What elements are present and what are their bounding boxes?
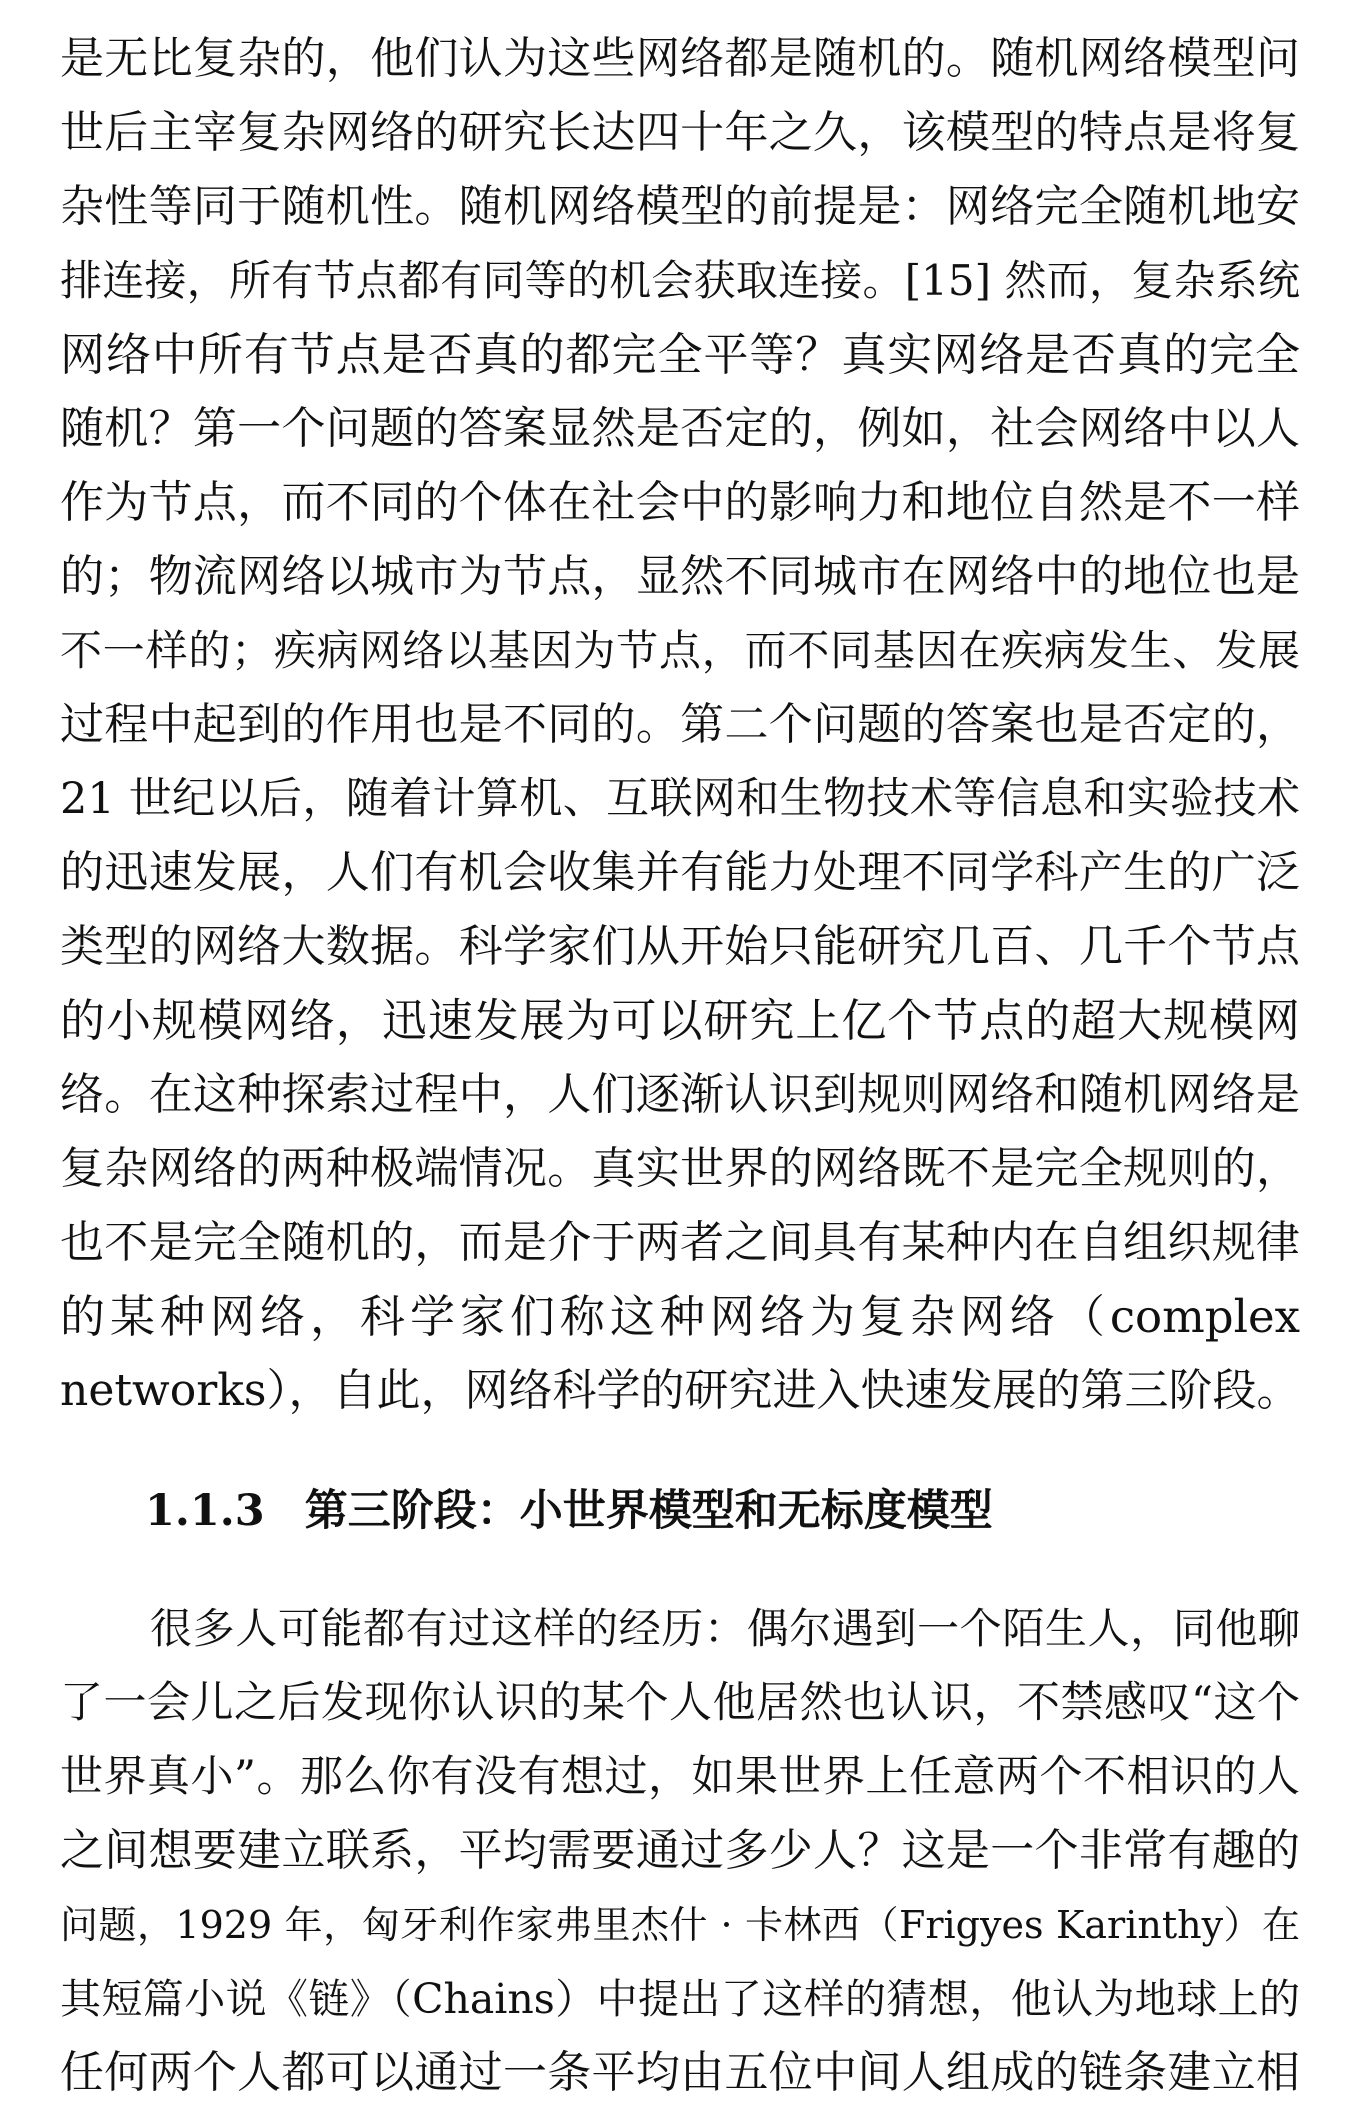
paragraph1-line: 杂性等同于随机性。随机网络模型的前提是：网络完全随机地安 <box>60 181 1300 232</box>
paragraph1-line: 的迅速发展，人们有机会收集并有能力处理不同学科产生的广泛 <box>60 847 1300 898</box>
paragraph2-line: 世界真小”。那么你有没有想过，如果世界上任意两个不相识的人 <box>60 1752 1300 1802</box>
section-title: 第三阶段：小世界模型和无标度模型 <box>304 1486 993 1536</box>
paragraph2-line: 之间想要建立联系，平均需要通过多少人？这是一个非常有趣的 <box>60 1825 1300 1876</box>
paragraph1-line: 是无比复杂的，他们认为这些网络都是随机的。随机网络模型问 <box>60 33 1300 84</box>
paragraph1-line: 络。在这种探索过程中，人们逐渐认识到规则网络和随机网络是 <box>60 1069 1300 1120</box>
paragraph2-line: 问题，1929 年，匈牙利作家弗里杰什 · 卡林西（Frigyes Karinthy）在 <box>60 1903 1300 1947</box>
paragraph1-line: 作为节点，而不同的个体在社会中的影响力和地位自然是不一样 <box>60 477 1300 528</box>
paragraph2-line: 任何两个人都可以通过一条平均由五位中间人组成的链条建立相 <box>60 2047 1300 2098</box>
paragraph1-line: 也不是完全随机的，而是介于两者之间具有某种内在自组织规律 <box>60 1217 1300 1268</box>
paragraph1-line: 类型的网络大数据。科学家们从开始只能研究几百、几千个节点 <box>60 921 1300 972</box>
paragraph2-line: 其短篇小说《链》（Chains）中提出了这样的猜想，他认为地球上的 <box>60 1975 1300 2023</box>
paragraph1-line: networks），自此，网络科学的研究进入快速发展的第三阶段。 <box>60 1365 1301 1416</box>
paragraph1-line: 随机？第一个问题的答案显然是否定的，例如，社会网络中以人 <box>60 403 1300 454</box>
paragraph1-line: 21 世纪以后，随着计算机、互联网和生物技术等信息和实验技术 <box>60 774 1300 824</box>
paragraph1-line: 的；物流网络以城市为节点，显然不同城市在网络中的地位也是 <box>60 551 1300 602</box>
paragraph1-line: 不一样的；疾病网络以基因为节点，而不同基因在疾病发生、发展 <box>60 626 1300 675</box>
paragraph1-line: 排连接，所有节点都有同等的机会获取连接。[15] 然而，复杂系统 <box>60 256 1300 305</box>
paragraph1-line: 复杂网络的两种极端情况。真实世界的网络既不是完全规则的， <box>60 1143 1300 1194</box>
paragraph1-line: 世后主宰复杂网络的研究长达四十年之久，该模型的特点是将复 <box>60 107 1300 158</box>
paragraph1-line: 过程中起到的作用也是不同的。第二个问题的答案也是否定的， <box>60 699 1300 750</box>
paragraph2-line: 了一会儿之后发现你认识的某个人他居然也认识，不禁感叹“这个 <box>60 1678 1300 1728</box>
paragraph1-line: 的某种网络，科学家们称这种网络为复杂网络（complex <box>60 1290 1300 1343</box>
section-heading <box>145 1474 993 1548</box>
section-number: 1.1.3 <box>145 1486 265 1536</box>
paragraph1-line: 网络中所有节点是否真的都完全平等？真实网络是否真的完全 <box>60 328 1300 381</box>
paragraph1-line: 的小规模网络，迅速发展为可以研究上亿个节点的超大规模网 <box>60 994 1300 1047</box>
paragraph2-line: 很多人可能都有过这样的经历：偶尔遇到一个陌生人，同他聊 <box>150 1604 1300 1653</box>
